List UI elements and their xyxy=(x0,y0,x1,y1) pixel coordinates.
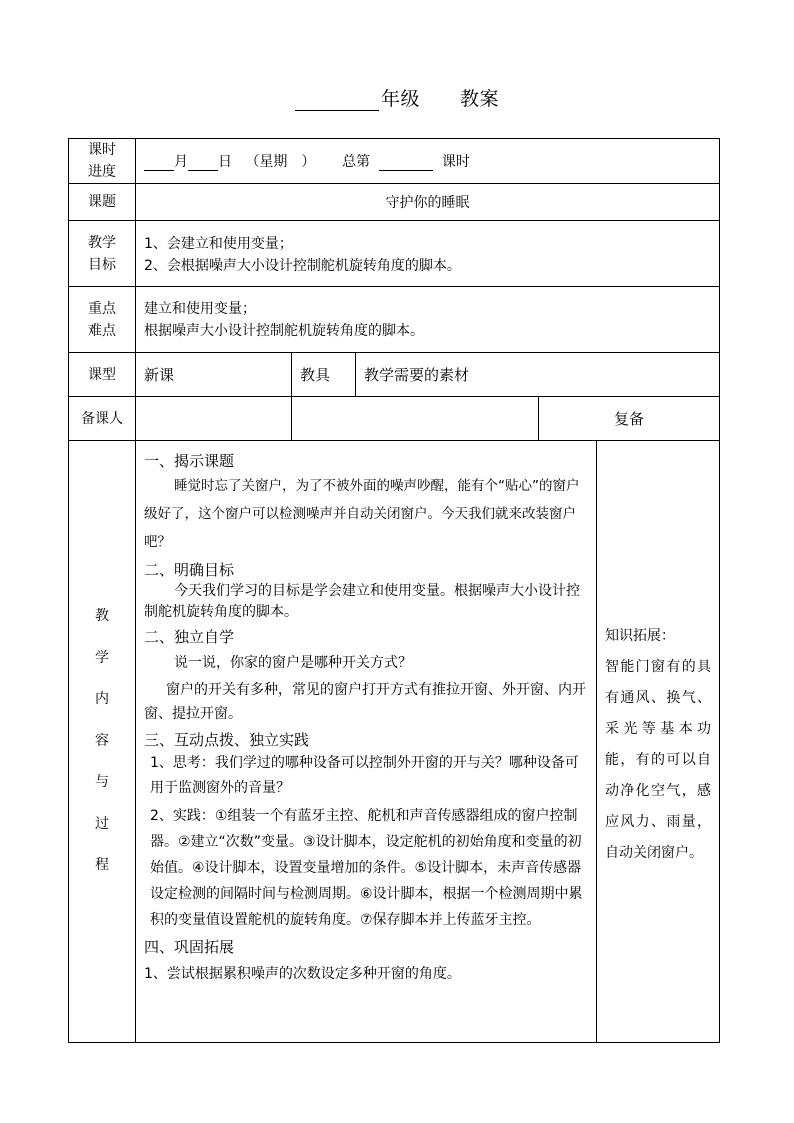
goal-item: 1、会建立和使用变量； xyxy=(144,236,293,252)
prep-label: 备课人 xyxy=(69,397,136,441)
section-text: 1、思考：我们学过的哪种设备可以控制外开窗的开与关？哪种设备可用于监测窗外的音量？ xyxy=(150,755,579,796)
keypoints-row xyxy=(69,287,720,353)
type-row xyxy=(69,353,720,397)
topic-row xyxy=(69,184,720,221)
keypoint-item: 根据噪声大小设计控制舵机旋转角度的脚本。 xyxy=(144,322,424,339)
side-text: 智能门窗有的具有通风、换气、采光等基本功能，有的可以自动净化空气，感应风力、雨量，自动关闭窗户。 xyxy=(605,659,712,861)
keypoint-item: 建立和使用变量； xyxy=(144,300,256,317)
keypoints-value xyxy=(136,287,720,353)
goals-row xyxy=(69,221,720,287)
prep-cell-empty xyxy=(136,397,292,441)
section-text: 今天我们学习的目标是学会建立和使用变量。根据噪声大小设计控制舵机旋转角度的脚本。 xyxy=(144,583,580,620)
doc-label: 教案 xyxy=(460,88,500,110)
topic-label: 课题 xyxy=(69,184,136,221)
grade-blank xyxy=(295,92,379,111)
section-title: 一、揭示课题 xyxy=(144,452,235,470)
section-title: 三、互动点拨、独立实践 xyxy=(144,731,310,749)
prep-cell-empty xyxy=(292,397,539,441)
prep-row xyxy=(69,397,720,441)
section-text: 1、尝试根据累积噪声的次数设定多种开窗的角度。 xyxy=(144,966,461,982)
month-label: 月 xyxy=(174,154,188,170)
weekday-label: （星期 ） xyxy=(245,154,316,170)
tools-value: 教学需要的素材 xyxy=(356,353,720,397)
process-row xyxy=(69,441,720,1043)
goals-value xyxy=(136,221,720,287)
side-title: 知识拓展： xyxy=(605,628,675,644)
type-value: 新课 xyxy=(136,353,292,397)
section-text: 窗户的开关有多种，常见的窗户打开方式有推拉开窗、外开窗、内开窗、提拉开窗。 xyxy=(144,682,586,722)
type-label: 课型 xyxy=(69,353,136,397)
document-title xyxy=(0,84,794,111)
day-label: 日 xyxy=(218,154,232,170)
schedule-value xyxy=(136,139,720,184)
section-text: 2、实践：①组装一个有蓝牙主控、舵机和声音传感器组成的窗户控制器。②建立“次数”变量。③设计脚本，设定舵机的初始角度和变量的初始值。④设计脚本，设置变量增加的条件。⑤设计脚本，未声音传感器设定检测的间隔时间与检测周期。⑥设计脚本，根据一个检测周期中累积的变量值设置舵机的旋转角度。⑦保存脚本并上传蓝牙主控。 xyxy=(150,808,583,928)
schedule-row xyxy=(69,139,720,184)
keypoints-label: 重点 难点 xyxy=(69,287,136,353)
goal-item: 2、会根据噪声大小设计控制舵机旋转角度的脚本。 xyxy=(144,258,461,274)
section-title: 二、明确目标 xyxy=(144,561,235,579)
topic-value: 守护你的睡眠 xyxy=(136,184,720,221)
section-text: 睡觉时忘了关窗户，为了不被外面的噪声吵醒，能有个“贴心”的窗户级好了，这个窗户可以检测噪声并自动关闭窗户。今天我们就来改装窗户吧？ xyxy=(144,478,580,550)
section-title: 四、巩固拓展 xyxy=(144,938,235,956)
section-title: 二、独立自学 xyxy=(144,628,235,646)
total-label: 总第 xyxy=(342,154,371,170)
schedule-label: 课时 进度 xyxy=(69,139,136,184)
lesson-plan-table xyxy=(68,138,720,1043)
grade-label: 年级 xyxy=(380,88,420,110)
process-content xyxy=(136,441,597,1043)
process-label: 教 学 内 容 与 过 程 xyxy=(69,441,136,1043)
section-text: 说一说，你家的窗户是哪种开关方式？ xyxy=(174,655,412,671)
goals-label: 教学 目标 xyxy=(69,221,136,287)
tools-label: 教具 xyxy=(292,353,356,397)
extension-side-note xyxy=(597,441,720,1043)
lesson-label: 课时 xyxy=(441,154,470,170)
review-label: 复备 xyxy=(539,397,720,441)
